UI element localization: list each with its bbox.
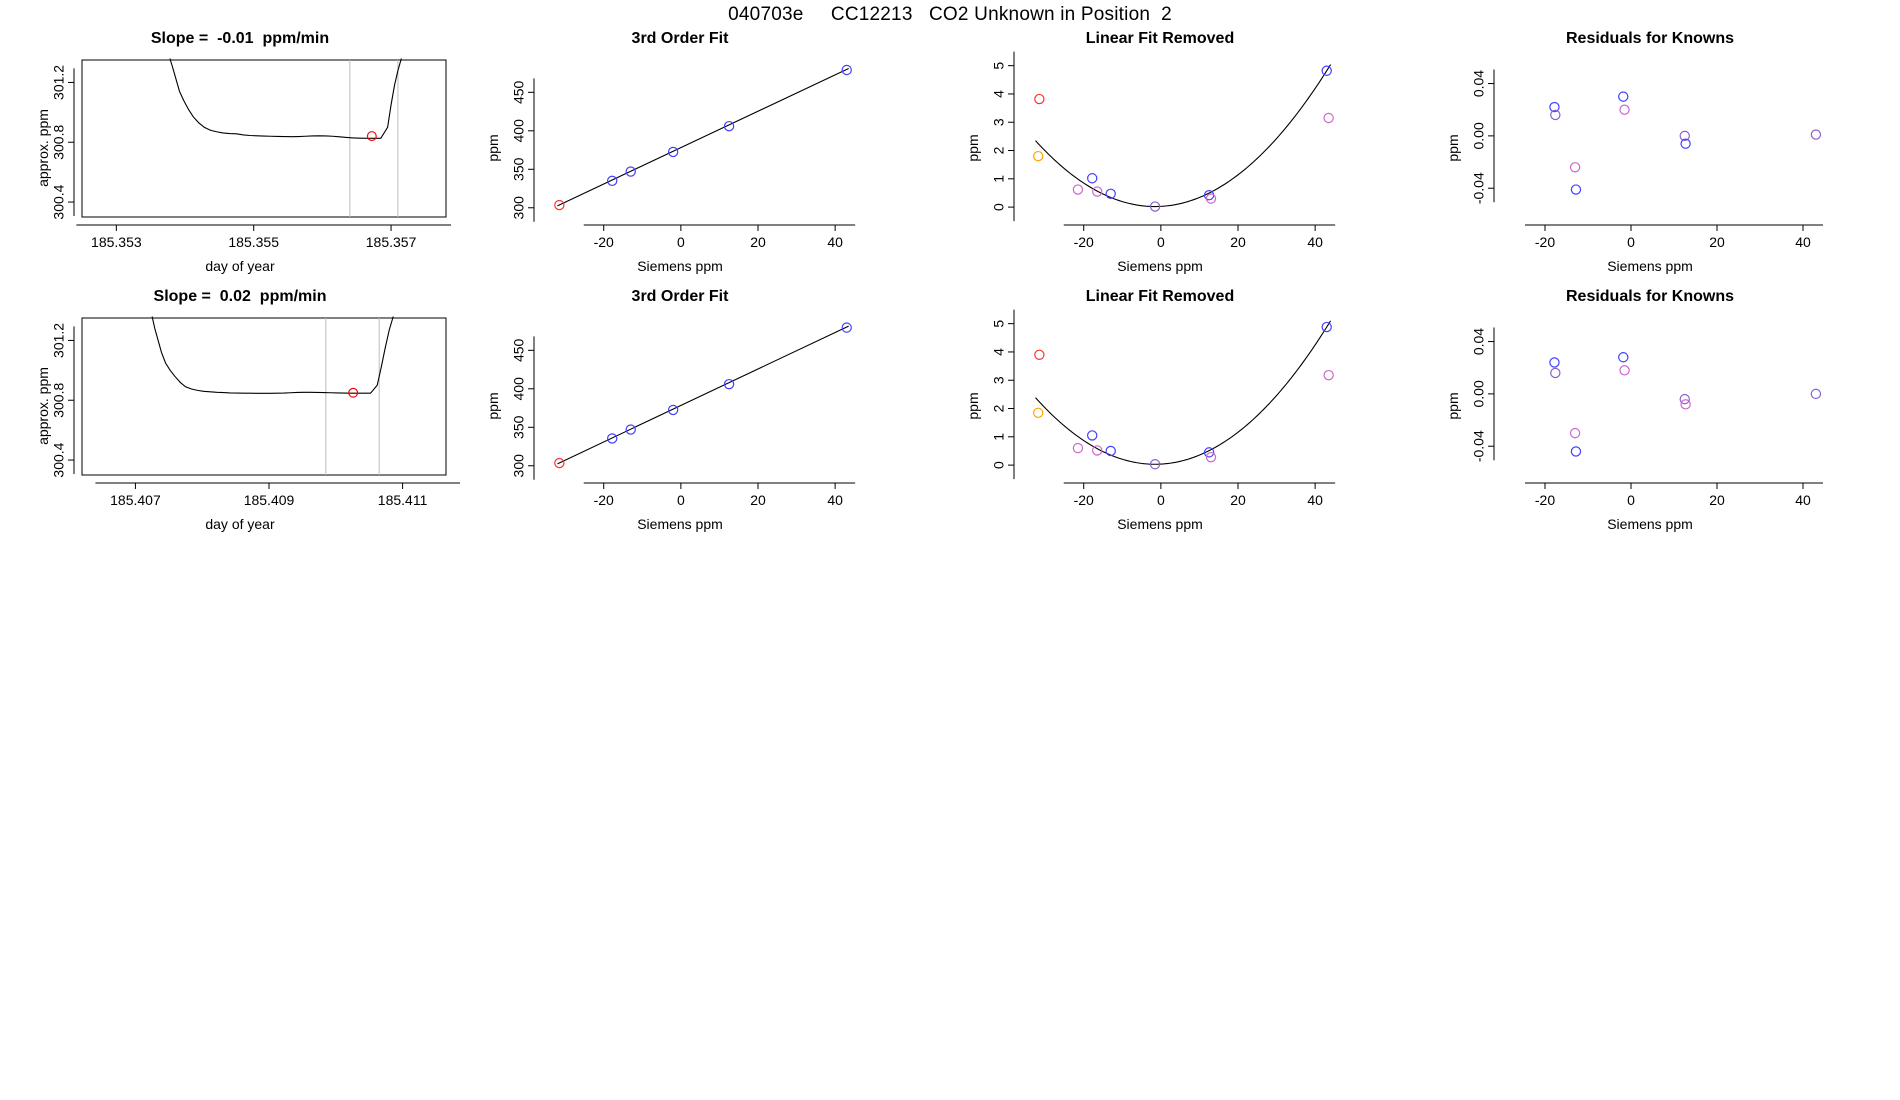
x-axis-label: day of year	[205, 516, 275, 532]
svg-text:0: 0	[990, 461, 1007, 469]
plot-area	[20, 306, 460, 521]
svg-text:-0.04: -0.04	[1470, 172, 1487, 205]
y-axis-label: approx. ppm	[35, 367, 51, 445]
svg-text:-20: -20	[1073, 234, 1094, 250]
svg-text:-20: -20	[1534, 234, 1556, 250]
y-axis-label: approx. ppm	[35, 109, 51, 187]
svg-text:0: 0	[676, 234, 685, 250]
panel-row1-thirdorder	[480, 30, 880, 274]
svg-text:450: 450	[510, 338, 527, 363]
svg-text:-0.04: -0.04	[1470, 430, 1487, 463]
panel-row1-linearremoved	[960, 30, 1360, 274]
panel-row1-timeseries	[20, 30, 460, 274]
svg-text:0.00: 0.00	[1470, 122, 1487, 150]
panel-row1-residuals	[1440, 30, 1860, 274]
svg-text:301.2: 301.2	[50, 322, 67, 358]
svg-text:0: 0	[1156, 492, 1165, 508]
svg-text:2: 2	[990, 404, 1007, 413]
y-axis-label: ppm	[485, 392, 501, 420]
svg-text:40: 40	[1795, 492, 1811, 508]
panel-row2-thirdorder	[480, 288, 880, 532]
svg-text:20: 20	[1709, 234, 1725, 250]
svg-text:4: 4	[990, 90, 1007, 98]
panel-title: 3rd Order Fit	[631, 30, 729, 47]
panel-title: Linear Fit Removed	[1085, 30, 1235, 47]
panel-title: Slope = -0.01 ppm/min	[150, 30, 330, 47]
panel-title: 3rd Order Fit	[631, 288, 729, 305]
svg-text:40: 40	[1795, 234, 1811, 250]
y-axis-label: ppm	[1445, 134, 1461, 162]
plot-area	[1440, 48, 1860, 263]
svg-text:5: 5	[990, 319, 1007, 328]
svg-text:40: 40	[1307, 492, 1323, 508]
svg-text:0.04: 0.04	[1470, 327, 1487, 356]
svg-text:185.407: 185.407	[110, 492, 161, 508]
y-axis-label: ppm	[965, 134, 981, 162]
svg-text:400: 400	[510, 119, 527, 143]
svg-text:300.8: 300.8	[50, 382, 67, 418]
plot-area	[960, 306, 1360, 521]
svg-text:20: 20	[750, 492, 766, 508]
plot-area	[480, 48, 880, 263]
svg-text:185.353: 185.353	[91, 234, 142, 250]
plot-area	[960, 48, 1360, 263]
plot-area	[20, 48, 460, 263]
svg-text:0.04: 0.04	[1470, 69, 1487, 98]
svg-text:185.411: 185.411	[377, 492, 428, 508]
x-axis-label: Siemens ppm	[637, 516, 723, 532]
x-axis-label: Siemens ppm	[1607, 516, 1693, 532]
panel-row2-residuals	[1440, 288, 1860, 532]
svg-text:300: 300	[510, 196, 527, 220]
svg-text:40: 40	[827, 234, 843, 250]
svg-text:4: 4	[990, 348, 1007, 356]
svg-text:5: 5	[990, 61, 1007, 70]
page-title: 040703e CC12213 CO2 Unknown in Position 2	[728, 4, 1172, 25]
svg-text:-20: -20	[1534, 492, 1556, 508]
svg-text:20: 20	[1230, 234, 1246, 250]
panel-row2-linearremoved	[960, 288, 1360, 532]
plot-area	[1440, 306, 1860, 521]
svg-text:3: 3	[990, 118, 1007, 127]
svg-text:40: 40	[827, 492, 843, 508]
svg-text:301.2: 301.2	[50, 64, 67, 100]
svg-text:450: 450	[510, 80, 527, 105]
svg-text:-20: -20	[593, 234, 614, 250]
svg-text:0: 0	[990, 203, 1007, 211]
svg-text:350: 350	[510, 415, 527, 439]
y-axis-label: ppm	[965, 392, 981, 420]
svg-text:-20: -20	[593, 492, 614, 508]
svg-text:1: 1	[990, 432, 1007, 441]
svg-text:-20: -20	[1073, 492, 1094, 508]
x-axis-label: Siemens ppm	[1117, 258, 1203, 274]
svg-text:400: 400	[510, 377, 527, 401]
svg-text:1: 1	[990, 174, 1007, 183]
svg-text:300.4: 300.4	[50, 442, 67, 478]
panel-title: Linear Fit Removed	[1085, 288, 1235, 305]
svg-text:0: 0	[1627, 234, 1635, 250]
svg-text:2: 2	[990, 146, 1007, 155]
panel-title: Slope = 0.02 ppm/min	[153, 288, 327, 305]
svg-text:185.355: 185.355	[228, 234, 280, 250]
svg-text:300: 300	[510, 454, 527, 478]
y-axis-label: ppm	[1445, 392, 1461, 420]
svg-text:20: 20	[1230, 492, 1246, 508]
svg-text:300.8: 300.8	[50, 124, 67, 160]
svg-text:0: 0	[1627, 492, 1635, 508]
svg-text:350: 350	[510, 157, 527, 181]
svg-text:300.4: 300.4	[50, 184, 67, 220]
svg-text:0.00: 0.00	[1470, 380, 1487, 408]
x-axis-label: day of year	[205, 258, 275, 274]
svg-text:185.409: 185.409	[243, 492, 295, 508]
svg-text:40: 40	[1307, 234, 1323, 250]
x-axis-label: Siemens ppm	[1607, 258, 1693, 274]
svg-text:0: 0	[676, 492, 685, 508]
panel-title: Residuals for Knowns	[1565, 288, 1735, 305]
x-axis-label: Siemens ppm	[637, 258, 723, 274]
x-axis-label: Siemens ppm	[1117, 516, 1203, 532]
svg-text:0: 0	[1156, 234, 1165, 250]
plot-area	[480, 306, 880, 521]
svg-text:20: 20	[1709, 492, 1725, 508]
y-axis-label: ppm	[485, 134, 501, 162]
panel-row2-timeseries	[20, 288, 460, 532]
svg-text:3: 3	[990, 376, 1007, 385]
panel-title: Residuals for Knowns	[1565, 30, 1735, 47]
svg-text:20: 20	[750, 234, 766, 250]
svg-text:185.357: 185.357	[365, 234, 417, 250]
